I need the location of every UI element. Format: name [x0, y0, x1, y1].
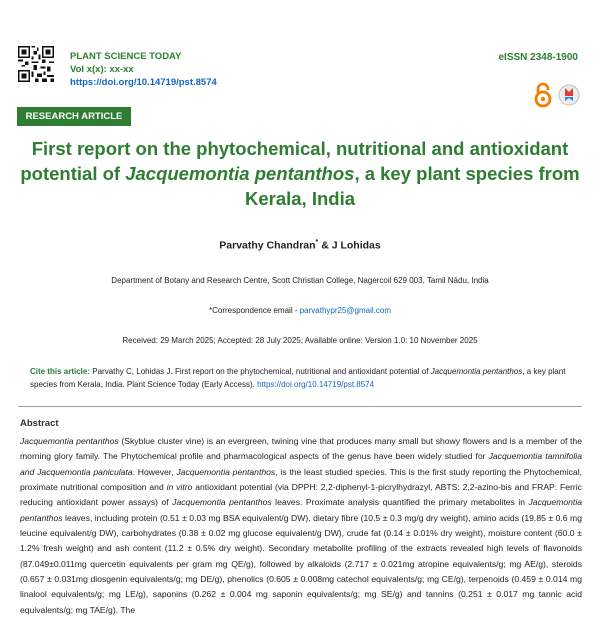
journal-name: PLANT SCIENCE TODAY: [70, 51, 182, 62]
correspondence: *Correspondence email - parvathypr25@gmail.com: [209, 306, 391, 315]
journal-header: [70, 50, 217, 89]
cite-label: Cite this article:: [30, 367, 91, 376]
article-type-badge: RESEARCH ARTICLE: [17, 107, 131, 126]
citation: Cite this article: Parvathy C, Lohidas J. First report on the phytochemical, nutritional and antioxidant potential of Jacquemontia pentanthos, a key plant species from Kerala, India. Plant Science Today (Early Access). https://doi.org/10.14719/pst.8574: [30, 367, 566, 389]
open-access-icon[interactable]: [533, 82, 553, 108]
correspondence-email-link[interactable]: parvathypr25@gmail.com: [299, 306, 391, 315]
citation-doi-link[interactable]: https://doi.org/10.14719/pst.8574: [257, 379, 375, 389]
article-title: First report on the phytochemical, nutritional and antioxidant potential of Jacquemontia pentanthos, a key plant species from Kerala, India: [20, 138, 580, 209]
abstract-heading: Abstract: [20, 418, 59, 429]
affiliation: Department of Botany and Research Centre, Scott Christian College, Nagercoil 629 003, Tamil Nādu, India: [111, 276, 489, 285]
authors: Parvathy Chandran* & J Lohidas: [219, 239, 381, 252]
journal-volume: Vol x(x): xx-xx: [70, 64, 134, 75]
title-species: Jacquemontia pentanthos: [125, 163, 355, 184]
divider: [18, 406, 582, 407]
crossmark-icon[interactable]: [558, 84, 580, 106]
abstract-body: Jacquemontia pentanthos (Skyblue cluster vine) is an evergreen, twining vine that produces many small but showy flowers and is a member of the morning glory family. The Phytochemical profile and pharmacological aspects of the genus have been widely studied for Jacquemontia tamnifolia and Jacquemontia paniculata. However, Jacquemontia pentanthos, is the least studied species. This is the first study reporting the Phytochemical, proximate nutritional composition and in vitro antioxidant potential (via DPPH: 2,2-diphenyl-1-picrylhydrazyl, ABTS: 2,2-azino-bis and FRAP: Ferric reducing antioxidant power assays) of Jacquemontia pentanthos leaves. Proximate analysis quantified the primary metabolites in Jacquemontia pentanthos leaves, including protein (0.51 ± 0.03 mg BSA equivalent/g DW), dietary fibre (10.5 ± 0.3 mg/g dry weight), amino acids (19.85 ± 0.6 mg leucine equivalent/g DW), carbohydrates (0.38 ± 0.02 mg glucose equivalent/g DW), crude fat (0.14 ± 0.01% dry weight), moisture content (60.0 ± 1.2% fresh weight) and ash content (11.2 ± 0.5% dry weight). Secondary metabolite profiling of the extracts revealed high levels of flavonoids (87.049±0.011mg quercetin equivalents per gram mg QE/g), followed by alkaloids (2.717 ± 0.021mg atropine equivalents/g; mg AE/g), steroids (0.657 ± 0.031mg diosgenin equivalents/g; mg DE/g), phenolics (0.605 ± 0.008mg catechol equivalents/g; mg CE/g), terpenoids (0.459 ± 0.014 mg linalool equivalents/g; mg LE/g), saponins (0.262 ± 0.004 mg saponin equivalents/g; mg SE/g) and tannins (0.251 ± 0.017 mg tannic acid equivalents/g; mg TAE/g). The: [20, 436, 583, 615]
header-doi-link[interactable]: https://doi.org/10.14719/pst.8574: [70, 77, 217, 88]
eissn: eISSN 2348-1900: [498, 52, 578, 63]
qr-code-icon: [18, 46, 54, 82]
article-dates: Received: 29 March 2025; Accepted: 28 July 2025; Available online: Version 1.0: 10 November 2025: [122, 336, 478, 345]
